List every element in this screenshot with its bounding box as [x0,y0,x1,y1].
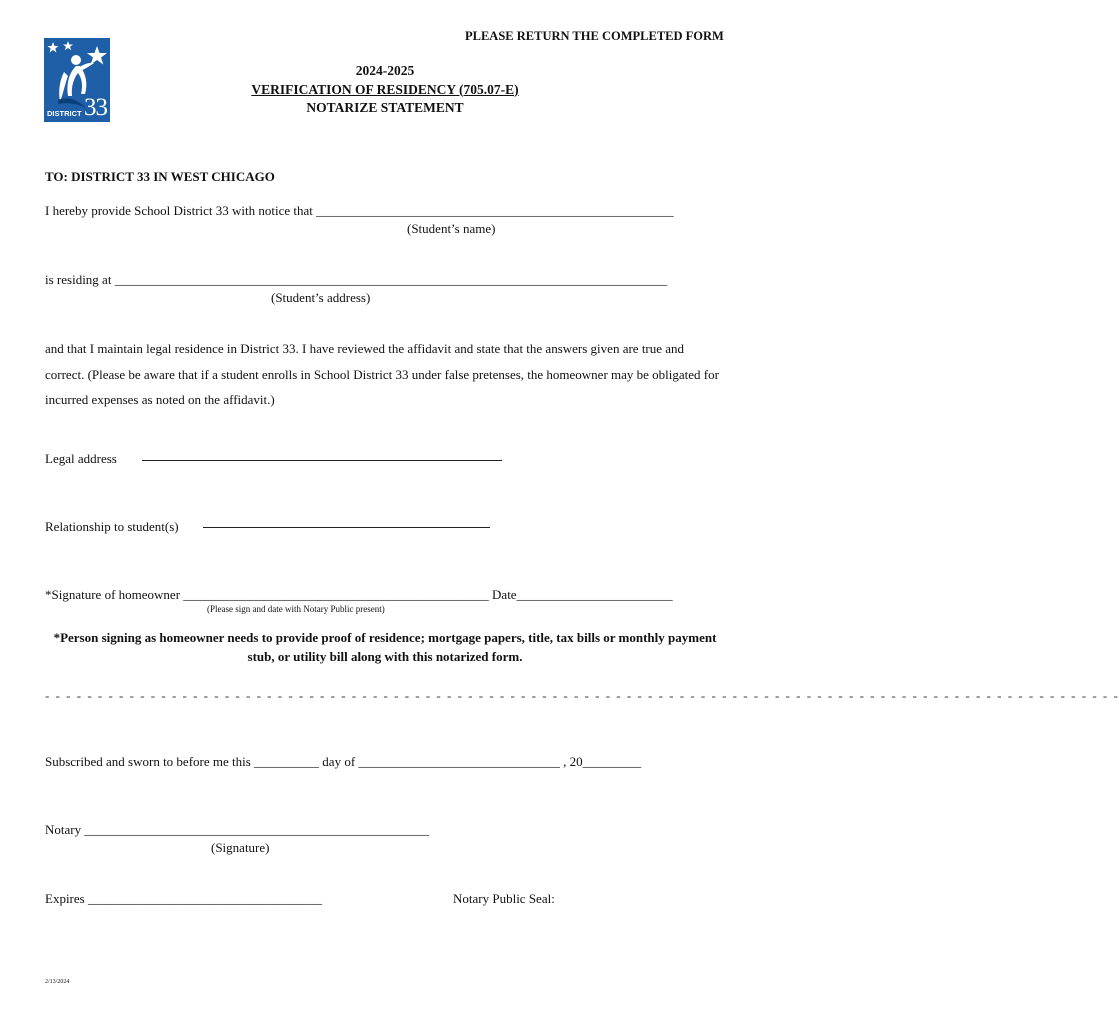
student-name-field[interactable]: _______________________________________________________ [316,203,674,218]
to-line: TO: DISTRICT 33 IN WEST CHICAGO [45,169,275,184]
notary-line [45,822,429,838]
notary-label: Notary [45,822,85,837]
relationship-field[interactable] [203,527,490,528]
form-title: VERIFICATION OF RESIDENCY (705.07-E) [251,81,519,97]
date-label: Date [488,587,517,602]
expires-field[interactable]: ____________________________________ [87,891,322,906]
student-address-caption: (Student’s address) [271,290,371,305]
residing-line [45,272,667,288]
residing-prefix: is residing at [45,272,115,287]
notice-line [45,203,674,219]
sworn-day-field[interactable]: __________ [254,754,320,769]
logo-label: DISTRICT [47,109,82,118]
student-name-caption: (Student’s name) [407,221,496,236]
notary-signature-caption: (Signature) [211,840,270,855]
legal-address-label: Legal address [45,451,117,466]
logo-number: 33 [84,94,107,121]
student-address-field[interactable]: _____________________________________________________________________________________ [114,272,668,287]
day-of-label: day of [319,754,359,769]
title-block [235,62,535,118]
form-subtitle: NOTARIZE STATEMENT [306,100,464,115]
proof-notice: *Person signing as homeowner needs to provide proof of residence; mortgage papers, title, tax bills or monthly payment stub, or utility bill along with this notarized form. [53,630,717,664]
expires-line [45,891,322,907]
sworn-year-field[interactable]: _________ [582,754,642,769]
district-logo [44,38,110,122]
notice-prefix: I hereby provide School District 33 with notice that [45,203,317,218]
form-year: 2024-2025 [355,63,415,78]
dashed-separator: - - - - - - - - - - - - - - - - - - - - - - - - - - - - - - - - - - - - - - - - - - - - - - - - - - - - - - - - - - - - - - - - - - - - - - - - - - - - - - - - - - - - - - - - - - - - - - - - - - - - - - [45,688,1119,703]
sworn-month-field[interactable]: _______________________________ [358,754,560,769]
notary-signature-field[interactable]: _____________________________________________________ [84,822,429,837]
expires-label: Expires [45,891,88,906]
signature-line [45,587,673,603]
footer-date: 2/13/2024 [45,979,70,985]
date-field[interactable]: ________________________ [516,587,673,602]
signature-label: *Signature of homeowner [45,587,184,602]
residence-statement: and that I maintain legal residence in District 33. I have reviewed the affidavit and state that the answers given are true and correct. (Please be aware that if a student enrolls in School District 33 under false pretenses, the homeowner may be obligated for incurred expenses as noted on the affidavit.) [45,341,719,407]
sworn-prefix: Subscribed and sworn to before me this [45,754,255,769]
relationship-label: Relationship to student(s) [45,519,179,534]
legal-address-field[interactable] [142,460,502,461]
sworn-line [45,754,641,770]
signature-caption: (Please sign and date with Notary Public present) [207,604,385,614]
return-notice: PLEASE RETURN THE COMPLETED FORM [465,29,724,43]
homeowner-signature-field[interactable]: _______________________________________________ [183,587,489,602]
notary-seal-label: Notary Public Seal: [453,891,555,906]
year-prefix: , 20 [559,754,583,769]
